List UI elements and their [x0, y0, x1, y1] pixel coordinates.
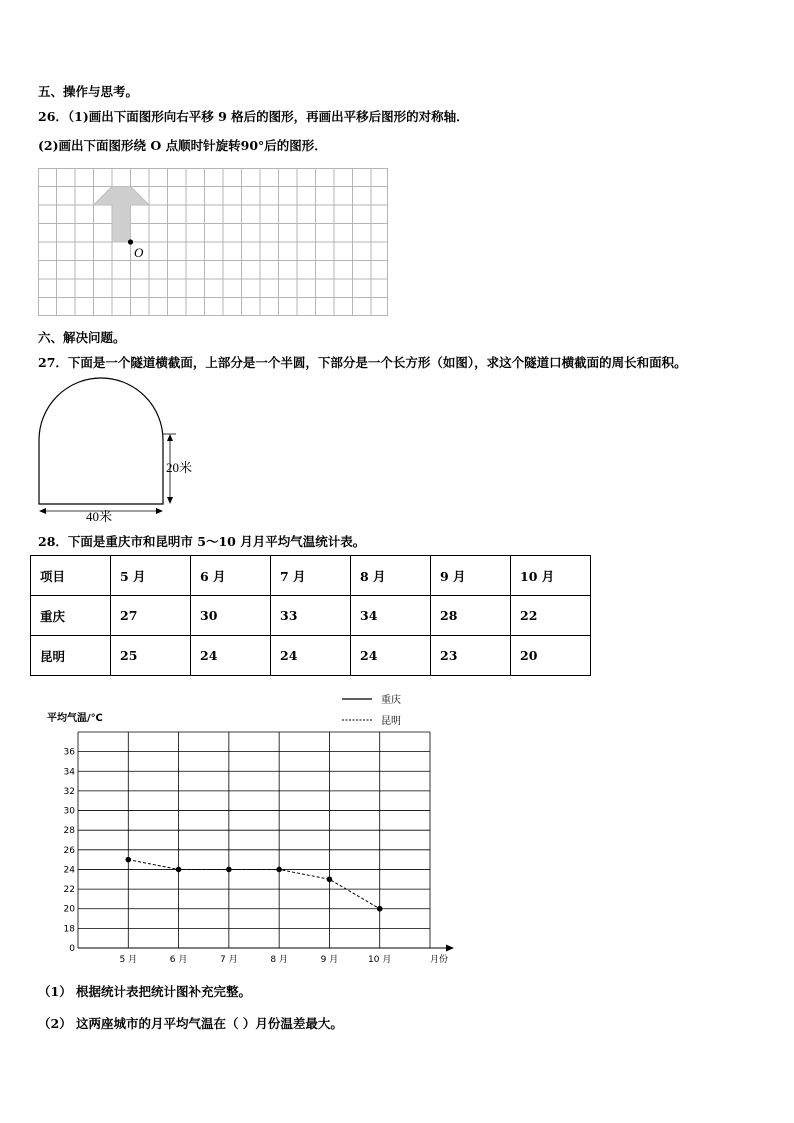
data-point: [377, 906, 383, 912]
x-tick-label: 9 月: [320, 955, 339, 965]
y-tick-label: 32: [63, 786, 75, 797]
x-tick-label: 6 月: [169, 955, 188, 965]
header-cell: 10 月: [511, 556, 591, 596]
y-tick-label: 36: [63, 747, 75, 758]
table-cell: 20: [511, 636, 591, 676]
data-point: [125, 857, 131, 863]
y-tick-label: 24: [63, 865, 75, 876]
chart-series: [125, 857, 382, 912]
chart-ticks: [64, 748, 392, 965]
table-cell: 30: [191, 596, 271, 636]
table-row: [31, 596, 591, 636]
y-tick-label: 20: [63, 904, 75, 915]
table-cell: 27: [111, 596, 191, 636]
table-row: [31, 636, 591, 676]
data-point: [176, 867, 182, 873]
series-line-kunming: [128, 860, 379, 909]
tunnel-outline: [39, 378, 163, 504]
section-six-heading: 六、解决问题。: [38, 330, 126, 345]
x-tick-label: 10 月: [368, 955, 392, 965]
x-tick-label: 5 月: [119, 955, 138, 965]
sub-question-2: （2） 这两座城市的月平均气温在（ ）月份温差最大。: [38, 1016, 343, 1031]
temperature-table: [30, 555, 591, 676]
header-cell: 5 月: [111, 556, 191, 596]
table-cell: 25: [111, 636, 191, 676]
legend-label-chongqing: 重庆: [381, 695, 401, 706]
header-cell: 8 月: [351, 556, 431, 596]
temperature-line-chart: [40, 692, 460, 967]
y-tick-label: 18: [63, 924, 75, 935]
data-point: [276, 867, 282, 873]
table-header-row: [31, 556, 591, 596]
point-o-marker: [128, 239, 133, 244]
question-28: 28．下面是重庆市和昆明市 5～10 月月平均气温统计表。: [38, 534, 366, 549]
y-tick-label: 26: [63, 845, 75, 856]
width-label: 40米: [86, 509, 113, 524]
table-cell: 24: [351, 636, 431, 676]
y-tick-label: 34: [63, 767, 75, 778]
y-axis-label: 平均气温/℃: [47, 713, 103, 724]
x-tick-label: 8 月: [270, 955, 288, 965]
point-o-label: O: [134, 245, 144, 260]
table-cell: 28: [431, 596, 511, 636]
square-grid-figure: [38, 168, 388, 316]
y-tick-label: 30: [63, 806, 75, 817]
arrow-shape: [94, 187, 150, 243]
x-axis-label: 月份: [430, 955, 449, 965]
data-point: [226, 867, 232, 873]
header-cell: 7 月: [271, 556, 351, 596]
table-cell: 22: [511, 596, 591, 636]
header-cell: 6 月: [191, 556, 271, 596]
legend: [342, 693, 401, 727]
table-cell: 昆明: [31, 636, 111, 676]
table-cell: 33: [271, 596, 351, 636]
header-cell: 9 月: [431, 556, 511, 596]
question-27: 27．下面是一个隧道横截面，上部分是一个半圆，下部分是一个长方形（如图），求这个隧道口横截面的周长和面积。: [38, 355, 687, 370]
question-26-part2: (2)画出下面图形绕 O 点顺时针旋转90°后的图形．: [38, 138, 327, 153]
x-axis-arrow: [446, 945, 454, 952]
table-cell: 34: [351, 596, 431, 636]
header-cell: 项目: [31, 556, 111, 596]
tunnel-figure: [30, 372, 220, 524]
data-point: [327, 876, 333, 882]
height-label: 20米: [166, 460, 193, 475]
table-cell: 24: [191, 636, 271, 676]
x-tick-label: 7 月: [220, 955, 238, 965]
section-five-heading: 五、操作与思考。: [38, 84, 139, 99]
table-cell: 24: [271, 636, 351, 676]
table-cell: 重庆: [31, 596, 111, 636]
y-tick-label: 0: [69, 944, 75, 954]
chart-grid: [78, 732, 454, 952]
y-tick-label: 22: [63, 885, 75, 896]
table-cell: 23: [431, 636, 511, 676]
question-26-part1: 26．（1)画出下面图形向右平移 9 格后的图形，再画出平移后图形的对称轴．: [38, 109, 469, 124]
legend-label-kunming: 昆明: [381, 716, 401, 727]
y-tick-label: 28: [63, 826, 75, 837]
sub-question-1: （1） 根据统计表把统计图补充完整。: [38, 984, 252, 999]
